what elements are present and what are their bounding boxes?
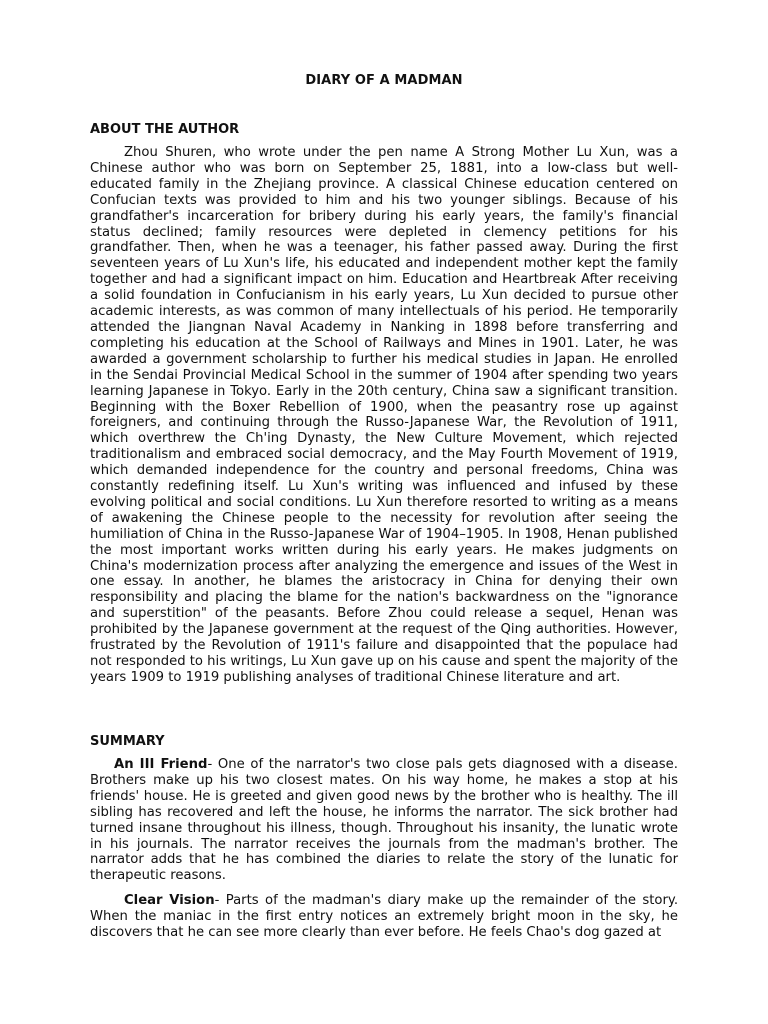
section-subhead-clear-vision: Clear Vision	[124, 893, 215, 908]
summary-section-ill-friend	[90, 757, 678, 884]
summary-section-clear-vision	[90, 893, 678, 941]
document-title: DIARY OF A MADMAN	[305, 73, 463, 88]
section-text-ill-friend: - One of the narrator's two close pals gets diagnosed with a disease. Brothers make up his two closest mates. On his way home, he makes a stop at his friends' house. He is greeted and given good news by the brother who is healthy. The ill sibling has recovered and left the house, he informs the narrator. The sick brother had turned insane throughout his illness, though. Throughout his insanity, the lunatic wrote in his journals. The narrator receives the journals from the madman's brother. The narrator adds that he has combined the diaries to relate the story of the lunatic for therapeutic reasons.	[90, 757, 678, 884]
about-author-paragraph: Zhou Shuren, who wrote under the pen name A Strong Mother Lu Xun, was a Chinese author who was born on September 25, 1881, into a low-class but well-educated family in the Zhejiang province. A classical Chinese education centered on Confucian texts was provided to him and his two younger siblings. Because of his grandfather's incarceration for bribery during his early years, the family's financial status declined; family resources were depleted in clemency petitions for his grandfather. Then, when he was a teenager, his father passed away. During the first seventeen years of Lu Xun's life, his educated and independent mother kept the family together and had a significant impact on him. Education and Heartbreak After receiving a solid foundation in Confucianism in his early years, Lu Xun decided to pursue other academic interests, as was common of many intellectuals of his period. He temporarily attended the Jiangnan Naval Academy in Nanking in 1898 before transferring and completing his education at the School of Railways and Mines in 1901. Later, he was awarded a government scholarship to further his medical studies in Japan. He enrolled in the Sendai Provincial Medical School in the summer of 1904 after spending two years learning Japanese in Tokyo. Early in the 20th century, China saw a significant transition. Beginning with the Boxer Rebellion of 1900, when the peasantry rose up against foreigners, and continuing through the Russo-Japanese War, the Revolution of 1911, which overthrew the Ch'ing Dynasty, the New Culture Movement, which rejected traditionalism and embraced social democracy, and the May Fourth Movement of 1919, which demanded independence for the country and personal freedoms, China was constantly redefining itself. Lu Xun's writing was influenced and infused by these evolving political and social conditions. Lu Xun therefore resorted to writing as a means of awakening the Chinese people to the necessity for revolution after seeing the humiliation of China in the Russo-Japanese War of 1904–1905. In 1908, Henan published the most important works written during his early years. He makes judgments on China's modernization process after analyzing the emergence and issues of the West in one essay. In another, he blames the aristocracy in China for denying their own responsibility and placing the blame for the nation's backwardness on the "ignorance and superstition" of the peasants. Before Zhou could release a sequel, Henan was prohibited by the Japanese government at the request of the Qing authorities. However, frustrated by the Revolution of 1911's failure and disappointed that the populace had not responded to his writings, Lu Xun gave up on his cause and spent the majority of the years 1909 to 1919 publishing analyses of traditional Chinese literature and art.	[90, 145, 678, 685]
section-text-clear-vision: - Parts of the madman's diary make up the remainder of the story. When the maniac in the first entry notices an extremely bright moon in the sky, he discovers that he can see more clearly than ever before. He feels Chao's dog gazed at	[90, 893, 679, 940]
about-author-heading: ABOUT THE AUTHOR	[90, 122, 240, 137]
summary-heading: SUMMARY	[90, 734, 165, 749]
section-subhead-ill-friend: An III Friend	[114, 757, 208, 772]
